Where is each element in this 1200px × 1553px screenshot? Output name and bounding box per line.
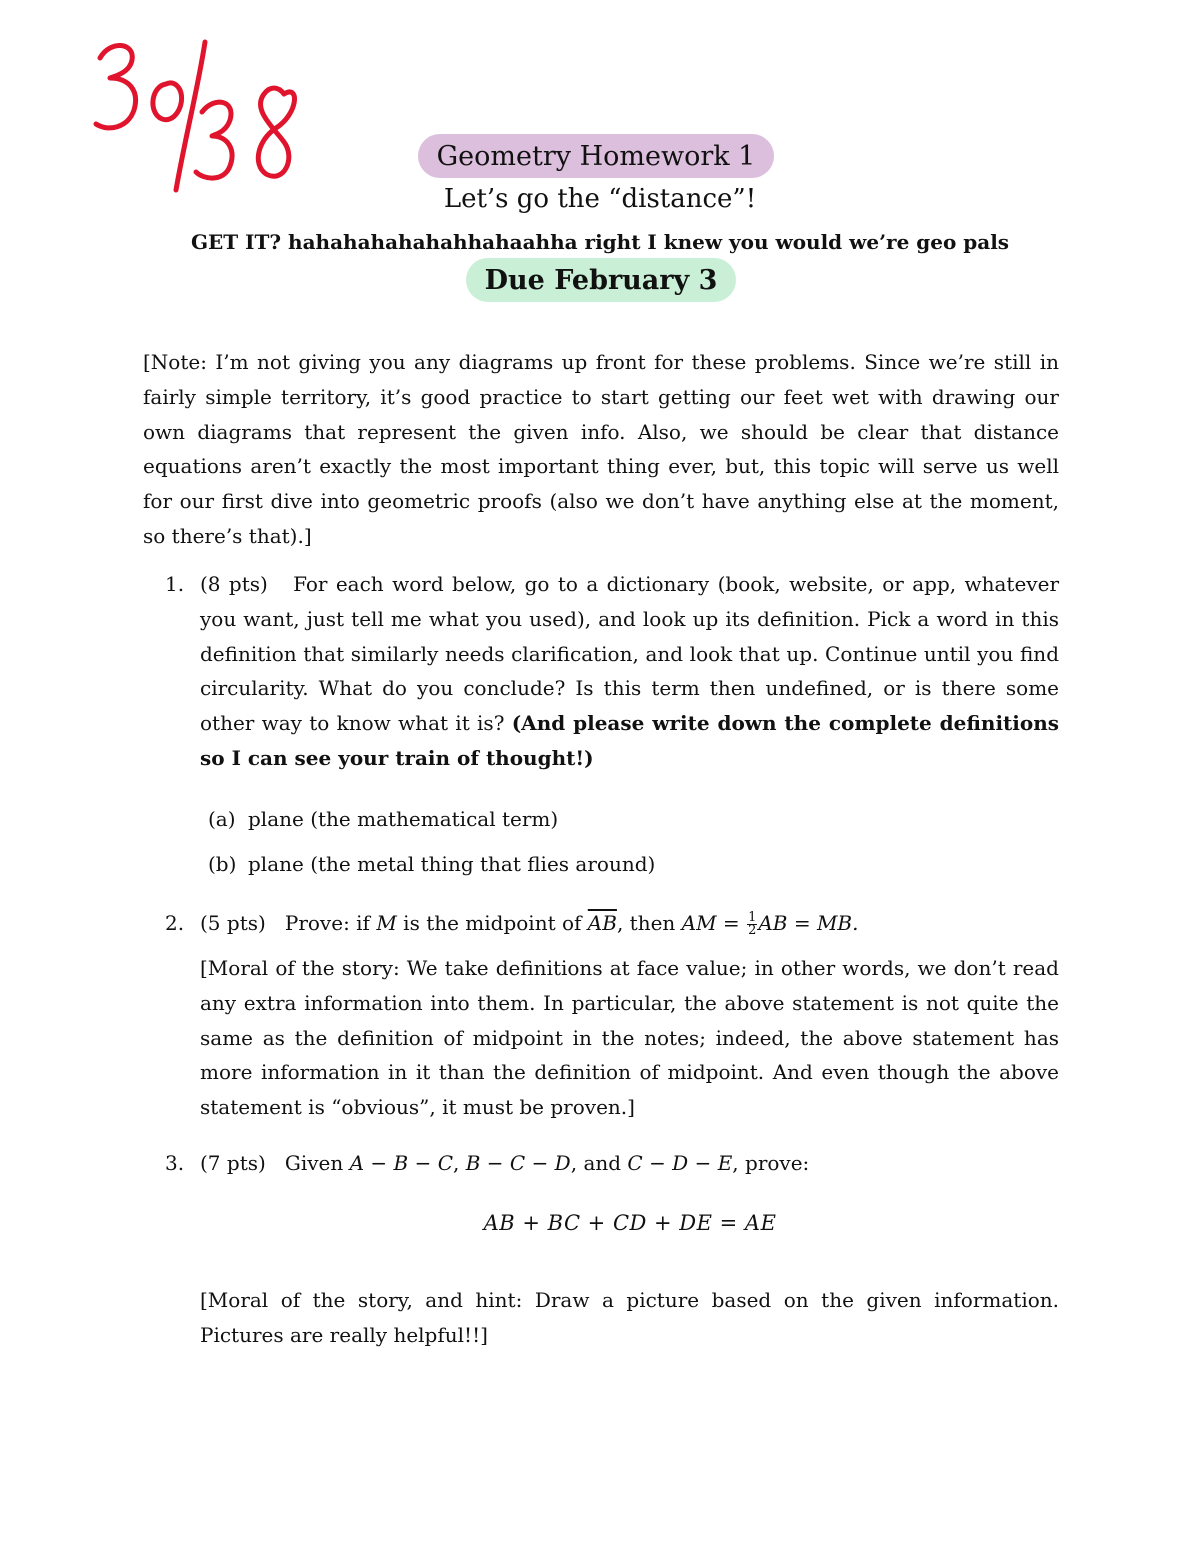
due-date-pill bbox=[466, 258, 736, 302]
problem-number: 1. bbox=[165, 572, 185, 596]
problem-text: is the midpoint of bbox=[403, 911, 582, 935]
problem-number: 3. bbox=[165, 1151, 185, 1175]
problem-text: For each word below, go to a dictionary (book, website, or app, whatever you want, just tell me what you used), and look up its definition. Pick a word in this definition that similarly needs clarification, and look that up. Continue until you find circularity. What do you conclude? Is this term then undefined, or is there some other way to know what it is? bbox=[200, 572, 1059, 736]
fraction-one-half bbox=[747, 912, 757, 937]
joke-line: GET IT? hahahahahahahhahaahha right I knew you would we’re geo pals bbox=[190, 230, 1010, 254]
part-text: plane (the metal thing that flies around) bbox=[248, 852, 656, 876]
problem-text: , prove: bbox=[732, 1151, 810, 1175]
problem-2-moral: [Moral of the story: We take definitions at face value; in other words, we don’t read any extra information into them. In particular, the above statement is not quite the same as the definition of midpoint in the notes; indeed, the above statement has more information in it than the definition of midpoint. And even though the above statement is “obvious”, it must be proven.] bbox=[200, 956, 1059, 1120]
display-equation: AB + BC + CD + DE = AE bbox=[483, 1211, 777, 1235]
title-pill bbox=[418, 134, 774, 178]
equation-left: AM = bbox=[681, 911, 740, 935]
page-title: Geometry Homework 1 bbox=[436, 140, 756, 172]
part-text: plane (the mathematical term) bbox=[248, 807, 559, 831]
intro-note: [Note: I’m not giving you any diagrams up front for these problems. Since we’re still in fairly simple territory, it’s good practice to start getting our feet wet with drawing our own diagrams that represent the given info. Also, we should be clear that distance equations aren’t exactly the most important thing ever, but, this topic will serve us well for our first dive into geometric proofs (also we don’t have anything else at the moment, so there’s that).] bbox=[143, 350, 1059, 548]
grade-digit-0-score bbox=[153, 83, 182, 120]
problem-1 bbox=[143, 567, 1059, 776]
problem-body bbox=[200, 567, 1059, 776]
handwritten-grade bbox=[80, 28, 320, 203]
problem-3 bbox=[143, 1146, 1059, 1181]
fraction-denominator: 2 bbox=[748, 923, 757, 938]
equation-right: AB = MB. bbox=[758, 911, 859, 935]
problem-text: , then bbox=[616, 911, 676, 935]
betweenness-cde: C − D − E bbox=[627, 1151, 733, 1175]
part-label: (a) bbox=[208, 807, 236, 831]
problem-2 bbox=[143, 906, 1059, 941]
problem-3-moral: [Moral of the story, and hint: Draw a picture based on the given information. Pictures are really helpful!!] bbox=[200, 1288, 1059, 1347]
grade-slash bbox=[176, 42, 205, 190]
part-label: (b) bbox=[208, 852, 237, 876]
math-var-m: M bbox=[376, 911, 397, 935]
problem-points: (5 pts) bbox=[200, 911, 266, 935]
betweenness-abc: A − B − C bbox=[349, 1151, 454, 1175]
fraction-numerator: 1 bbox=[748, 910, 757, 925]
grade-digit-8-total bbox=[258, 88, 294, 176]
problem-text: Prove: if bbox=[284, 911, 370, 935]
problem-1-part-b bbox=[208, 847, 655, 881]
segment-ab: $\overline{AB}$ bbox=[587, 911, 617, 935]
problem-bold-instruction: (And please write down the complete definitions so I can see your train of thought!) bbox=[200, 711, 1060, 770]
betweenness-bcd: B − C − D bbox=[465, 1151, 571, 1175]
problem-points: (7 pts) bbox=[200, 1151, 266, 1175]
problem-1-part-a bbox=[208, 802, 558, 836]
problem-text: and bbox=[583, 1151, 622, 1175]
due-date: Due February 3 bbox=[484, 264, 718, 296]
page-subtitle: Let’s go the “distance”! bbox=[443, 184, 757, 214]
problem-number: 2. bbox=[165, 911, 185, 935]
problem-body bbox=[200, 906, 1059, 941]
grade-digit-3-total bbox=[196, 102, 232, 178]
problem-text: Given bbox=[284, 1151, 344, 1175]
problem-points: (8 pts) bbox=[200, 572, 268, 596]
grade-digit-3-score bbox=[96, 45, 136, 127]
problem-body: (7 pts) Given A − B − C, B − C − D, and C − D − E, prove: bbox=[200, 1151, 810, 1175]
